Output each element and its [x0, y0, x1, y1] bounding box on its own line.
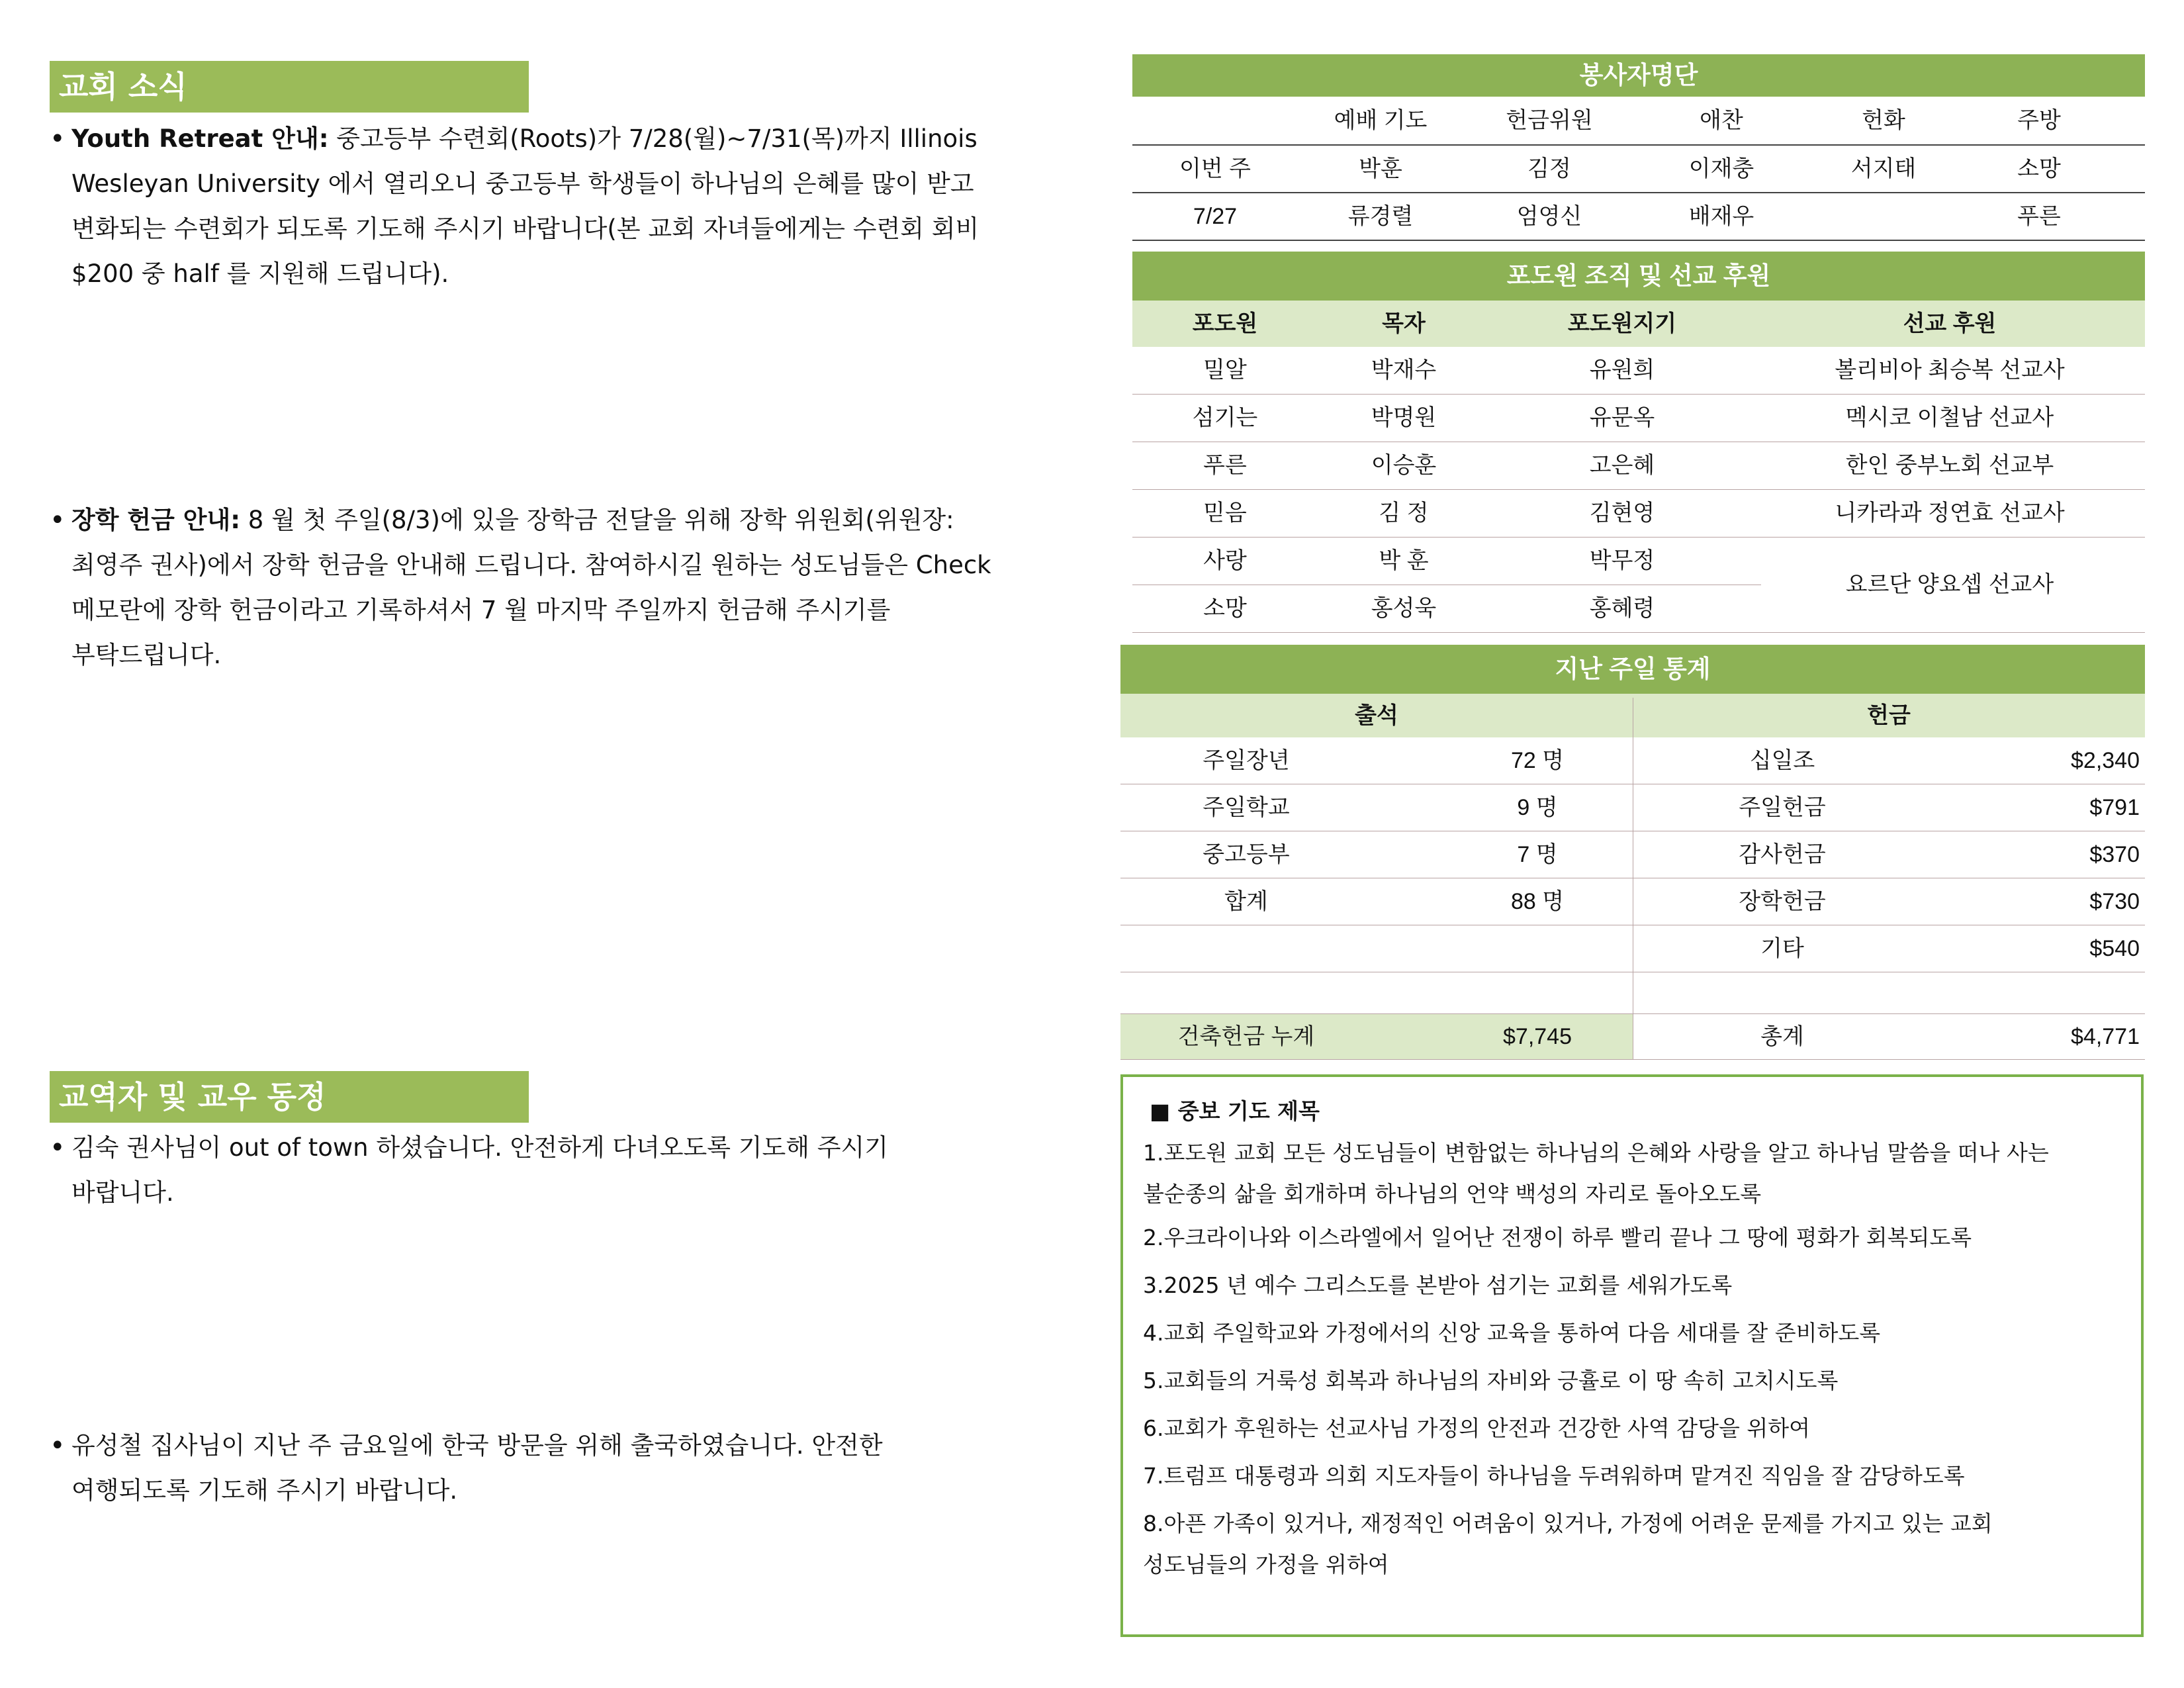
bullet-icon: •	[50, 124, 66, 154]
volunteers-header-row	[1132, 97, 2145, 144]
vineyard-cell: 홍성욱	[1371, 596, 1437, 621]
attendance-value: 88 명	[1510, 889, 1565, 914]
prayer-line: 성도님들의 가정을 위하여	[1143, 1552, 1389, 1577]
stats-row	[1120, 737, 2145, 784]
volunteers-cell: 배재우	[1688, 204, 1754, 229]
volunteers-cell: 김정	[1527, 156, 1571, 181]
building-fund-label: 건축헌금 누계	[1177, 1024, 1315, 1049]
offering-label: 주일헌금	[1739, 795, 1826, 820]
vineyard-header: 선교 후원	[1903, 311, 1997, 336]
offering-label: 감사헌금	[1739, 842, 1826, 867]
attendance-value: 72 명	[1510, 748, 1565, 773]
volunteers-cell: 소망	[2017, 156, 2061, 181]
news-line: 변화되는 수련회가 되도록 기도해 주시기 바랍니다(본 교회 자녀들에게는 수련회 회비	[71, 214, 979, 243]
prayer-title: ■ 중보 기도 제목	[1150, 1098, 1320, 1124]
prayer-line: 2.우크라이나와 이스라엘에서 일어난 전쟁이 하루 빨리 끝나 그 땅에 평화가 회복되도록	[1143, 1225, 1972, 1250]
offering-label: 장학헌금	[1739, 889, 1826, 914]
vineyard-cell: 한인 중부노회 선교부	[1845, 453, 2054, 478]
vineyard-row	[1132, 347, 2145, 394]
vineyard-header: 포도원지기	[1567, 311, 1677, 336]
volunteers-cell: 엄영신	[1516, 204, 1582, 229]
staff-line: 여행되도록 기도해 주시기 바랍니다.	[71, 1476, 458, 1505]
bullet-icon: •	[50, 505, 66, 536]
vineyard-cell: 유원희	[1589, 357, 1655, 383]
volunteers-cell: 서지태	[1850, 156, 1917, 181]
staff-item	[50, 1423, 1056, 1513]
building-fund-value: $7,745	[1503, 1024, 1572, 1049]
offering-value: $370	[2089, 842, 2140, 867]
staff-header: 교역자 및 교우 동정	[50, 1071, 529, 1123]
vineyard-cell: 이승훈	[1371, 453, 1437, 478]
staff-line: 김숙 권사님이 out of town 하셨습니다. 안전하게 다녀오도록 기도해 주시기	[71, 1133, 889, 1162]
news-line: 최영주 권사)에서 장학 헌금을 안내해 드립니다. 참여하시길 원하는 성도님들은 Check	[71, 551, 991, 579]
volunteers-cell: 7/27	[1193, 204, 1238, 229]
vineyard-cell: 니카라과 정연효 선교사	[1835, 500, 2065, 526]
offering-value: $730	[2089, 889, 2140, 914]
vineyard-cell: 볼리비아 최승복 선교사	[1835, 357, 2065, 383]
news-line: 부탁드립니다.	[71, 641, 222, 669]
prayer-item	[1143, 1265, 2122, 1306]
total-value: $4,771	[2071, 1024, 2140, 1049]
news-line: 8 월 첫 주일(8/3)에 있을 장학금 전달을 위해 장학 위원회(위원장:	[240, 506, 954, 534]
prayer-item	[1143, 1360, 2122, 1401]
offering-value: $540	[2089, 936, 2140, 961]
bullet-icon: •	[50, 1133, 66, 1163]
prayer-line: 3.2025 년 예수 그리스도를 본받아 섬기는 교회를 세워가도록	[1143, 1272, 1733, 1298]
volunteers-header: 헌화	[1862, 108, 1905, 133]
stats-row	[1120, 925, 2145, 972]
volunteers-cell: 류경렬	[1347, 204, 1414, 229]
vineyard-cell: 박명원	[1371, 405, 1437, 430]
attendance-label: 합계	[1224, 889, 1268, 914]
prayer-item	[1143, 1408, 2122, 1449]
vineyard-cell: 박무정	[1589, 548, 1655, 573]
staff-line: 유성철 집사님이 지난 주 금요일에 한국 방문을 위해 출국하였습니다. 안전한	[71, 1431, 883, 1460]
volunteers-title: 봉사자명단	[1132, 54, 2145, 97]
news-line: Wesleyan University 에서 열리오니 중고등부 학생들이 하나님의 은혜를 많이 받고	[71, 169, 974, 198]
prayer-item	[1143, 1133, 2122, 1215]
stats-title: 지난 주일 통계	[1120, 645, 2145, 694]
attendance-label: 주일장년	[1203, 748, 1290, 773]
vineyard-cell: 푸른	[1203, 453, 1247, 478]
news-lead: Youth Retreat 안내:	[71, 124, 329, 153]
vineyard-row	[1132, 395, 2145, 442]
volunteers-row	[1132, 193, 2145, 240]
attendance-label: 주일학교	[1203, 795, 1290, 820]
news-item-scholarship	[50, 498, 1056, 678]
vineyard-cell: 유문옥	[1589, 405, 1655, 430]
vineyard-title: 포도원 조직 및 선교 후원	[1132, 252, 2145, 301]
offering-label: 기타	[1760, 936, 1804, 961]
vineyard-header: 포도원	[1192, 311, 1258, 336]
staff-item	[50, 1125, 1056, 1215]
prayer-line: 4.교회 주일학교와 가정에서의 신앙 교육을 통하여 다음 세대를 잘 준비하도록	[1143, 1320, 1881, 1346]
offering-value: $2,340	[2071, 748, 2140, 773]
offering-label: 십일조	[1749, 748, 1815, 773]
attendance-value: 7 명	[1517, 842, 1558, 867]
news-item-youth-retreat	[50, 117, 1056, 297]
vineyard-cell: 믿음	[1203, 500, 1247, 526]
stats-row	[1120, 784, 2145, 831]
news-line: 중고등부 수련회(Roots)가 7/28(월)~7/31(목)까지 Illinois	[328, 124, 978, 153]
prayer-line: 6.교회가 후원하는 선교사님 가정의 안전과 건강한 사역 감당을 위하여	[1143, 1415, 1810, 1441]
offering-header: 헌금	[1867, 703, 1911, 728]
vineyard-cell: 밀알	[1203, 357, 1247, 383]
prayer-line: 1.포도원 교회 모든 성도님들이 변함없는 하나님의 은혜와 사랑을 알고 하나님 말씀을 떠나 사는	[1143, 1140, 2049, 1166]
volunteers-header: 주방	[2017, 108, 2061, 133]
prayer-line: 7.트럼프 대통령과 의회 지도자들이 하나님을 두려워하며 맡겨진 직임을 잘 감당하도록	[1143, 1463, 1965, 1489]
volunteers-cell: 이재충	[1688, 156, 1754, 181]
stats-row	[1120, 972, 2145, 1013]
stats-total-row	[1120, 1014, 2145, 1059]
prayer-line: 8.아픈 가족이 있거나, 재정적인 어려움이 있거나, 가정에 어려운 문제를 가지고 있는 교회	[1143, 1511, 1993, 1536]
news-header: 교회 소식	[50, 61, 529, 113]
prayer-line: 불순종의 삶을 회개하며 하나님의 언약 백성의 자리로 돌아오도록	[1143, 1181, 1762, 1207]
vineyard-cell: 고은혜	[1589, 453, 1655, 478]
bullet-icon: •	[50, 1430, 66, 1461]
vineyard-cell: 섬기는	[1192, 405, 1258, 430]
vineyard-cell: 멕시코 이철남 선교사	[1845, 405, 2054, 430]
volunteers-header: 헌금위원	[1506, 108, 1593, 133]
attendance-value: 9 명	[1517, 795, 1558, 820]
prayer-item	[1143, 1217, 2122, 1258]
volunteers-header: 예배 기도	[1334, 108, 1428, 133]
total-label: 총계	[1760, 1024, 1804, 1049]
attendance-header: 출석	[1355, 703, 1398, 728]
prayer-item	[1143, 1503, 2122, 1585]
news-line: 메모란에 장학 헌금이라고 기록하셔서 7 월 마지막 주일까지 헌금해 주시기를	[71, 596, 891, 624]
prayer-item	[1143, 1456, 2122, 1497]
volunteers-cell: 이번 주	[1179, 156, 1251, 181]
stats-row	[1120, 878, 2145, 925]
volunteers-header: 애찬	[1700, 108, 1743, 133]
vineyard-cell: 김 정	[1379, 500, 1429, 526]
attendance-label: 중고등부	[1203, 842, 1290, 867]
vineyard-row	[1132, 490, 2145, 537]
vineyard-header: 목자	[1382, 311, 1426, 336]
vineyard-cell: 박 훈	[1379, 548, 1429, 573]
vineyard-header-row	[1132, 301, 2145, 347]
news-lead: 장학 헌금 안내:	[71, 506, 241, 534]
vineyard-cell: 홍혜령	[1589, 596, 1655, 621]
offering-value: $791	[2089, 795, 2140, 820]
vineyard-cell: 소망	[1203, 596, 1247, 621]
vineyard-cell: 박재수	[1371, 357, 1437, 383]
stats-row	[1120, 831, 2145, 878]
prayer-box	[1120, 1074, 2144, 1637]
prayer-line: 5.교회들의 거룩성 회복과 하나님의 자비와 긍휼로 이 땅 속히 고치시도록	[1143, 1368, 1839, 1393]
vineyard-cell: 김현영	[1589, 500, 1655, 526]
prayer-item	[1143, 1313, 2122, 1354]
vineyard-cell: 요르단 양요셉 선교사	[1845, 572, 2054, 597]
volunteers-cell: 푸른	[2017, 204, 2061, 229]
volunteers-cell: 박훈	[1359, 156, 1402, 181]
volunteers-row	[1132, 146, 2145, 192]
staff-line: 바랍니다.	[71, 1178, 174, 1207]
vineyard-cell: 사랑	[1203, 548, 1247, 573]
vineyard-merged-mission	[1754, 538, 2145, 632]
vineyard-row	[1132, 442, 2145, 489]
news-line: $200 중 half 를 지원해 드립니다).	[71, 259, 449, 288]
